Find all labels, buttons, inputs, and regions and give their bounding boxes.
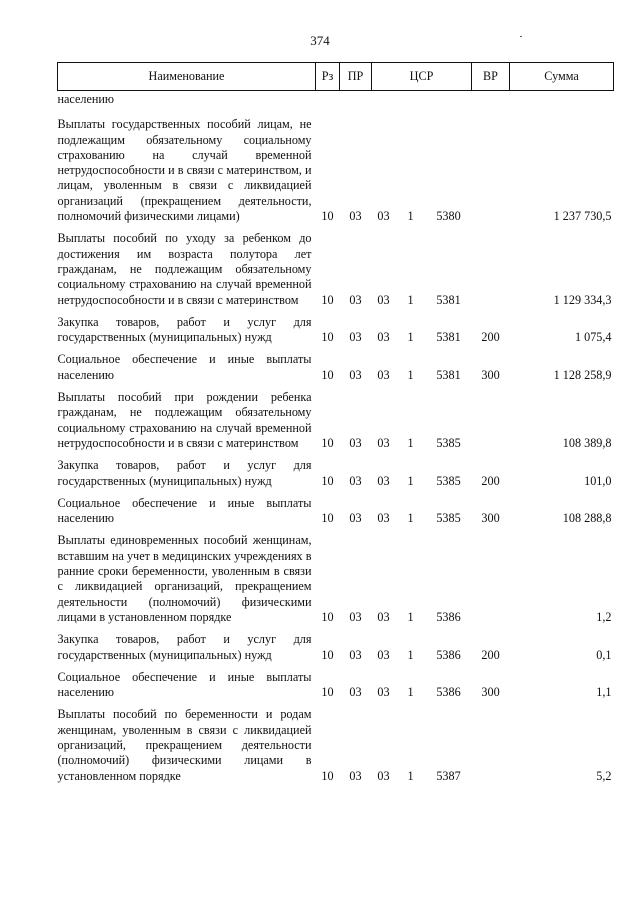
row-csr-code	[426, 91, 472, 118]
row-csr-code: 5385	[436, 473, 461, 488]
row-name: Закупка товаров, работ и услуг для государственных (муниципальных) нужд	[57, 458, 312, 488]
row-rz: 10	[321, 292, 334, 307]
row-sum: 1,1	[596, 685, 612, 700]
row-name: Выплаты единовременных пособий женщинам, вставшим на учет в медицинских учреждениях в ранние сроки беременности, уволенным в связи с ликвидацией организаций, прекращением деятельности (полномочий) физическими лицами в установленном порядке	[57, 533, 312, 624]
row-csr-subprogram	[396, 91, 426, 118]
row-sum: 1 129 334,3	[553, 292, 612, 307]
table-row	[58, 458, 614, 496]
row-pr: 03	[349, 367, 362, 382]
table-row	[58, 533, 614, 632]
row-rz: 10	[321, 511, 334, 526]
header-pr: ПР	[340, 63, 372, 91]
row-sum: 1 237 730,5	[553, 209, 612, 224]
row-pr: 03	[349, 292, 362, 307]
row-rz: 10	[321, 473, 334, 488]
row-rz: 10	[321, 768, 334, 783]
row-sum: 1,2	[596, 609, 612, 624]
row-sum: 108 288,8	[562, 511, 612, 526]
row-csr-subprogram: 1	[407, 609, 414, 624]
row-name: Выплаты пособий при рождении ребенка гражданам, не подлежащим обязательному социальному страхованию на случай временной нетрудоспособности и в связи с материнством	[57, 390, 312, 450]
row-csr-code: 5381	[436, 330, 461, 345]
row-name: Выплаты государственных пособий лицам, не подлежащим обязательному социальному страхованию на случай временной нетрудоспособности и в связи с материнством, и лицам, уволенным в связи с ликвидацией организаций (прекращением деятельности, полномочий физическими лицами)	[57, 117, 312, 224]
row-vr: 200	[481, 330, 500, 345]
row-csr-subprogram: 1	[407, 768, 414, 783]
row-csr-code: 5386	[436, 647, 461, 662]
row-rz: 10	[321, 647, 334, 662]
page-number: 374	[310, 33, 330, 48]
header-sum: Сумма	[510, 63, 614, 91]
row-sum: 1 075,4	[574, 330, 612, 345]
row-pr: 03	[349, 685, 362, 700]
row-sum: 108 389,8	[562, 435, 612, 450]
table-row	[58, 496, 614, 534]
row-csr-code: 5381	[436, 367, 461, 382]
row-rz: 10	[321, 367, 334, 382]
row-name: Выплаты пособий по уходу за ребенком до достижения им возраста полутора лет гражданам, не подлежащим обязательному социальному страхованию на случай временной нетрудоспособности и в связи с материнством	[57, 231, 312, 307]
row-vr	[472, 117, 510, 231]
row-name: Выплаты пособий по беременности и родам женщинам, уволенным в связи с ликвидацией организаций, прекращением деятельности (полномочий) физическими лицами в установленном порядке	[57, 707, 312, 783]
row-vr: 200	[481, 473, 500, 488]
row-name: Социальное обеспечение и иные выплаты населению	[57, 669, 312, 700]
row-pr: 03	[349, 435, 362, 450]
row-rz: 10	[321, 330, 334, 345]
row-csr-program: 03	[377, 367, 390, 382]
table-row	[58, 315, 614, 353]
row-sum: 101,0	[584, 473, 612, 488]
table-header-row	[58, 63, 614, 91]
row-csr-program: 03	[377, 511, 390, 526]
header-vr: ВР	[472, 63, 510, 91]
row-sum: 1 128 258,9	[553, 367, 612, 382]
row-csr-subprogram: 1	[407, 435, 414, 450]
row-csr-program: 03	[377, 685, 390, 700]
row-csr-program: 03	[377, 473, 390, 488]
row-rz	[316, 91, 340, 118]
row-csr-program: 03	[377, 435, 390, 450]
row-name: Закупка товаров, работ и услуг для государственных (муниципальных) нужд	[57, 314, 312, 345]
row-vr	[472, 91, 510, 118]
table-row	[58, 352, 614, 390]
row-csr-program: 03	[377, 292, 390, 307]
row-csr-subprogram: 1	[407, 292, 414, 307]
row-name: Социальное обеспечение и иные выплаты населению	[57, 495, 312, 526]
row-pr: 03	[349, 473, 362, 488]
scan-speck	[520, 36, 522, 37]
row-csr-subprogram: 1	[407, 685, 414, 700]
row-vr: 300	[481, 367, 500, 382]
row-csr-subprogram: 1	[407, 647, 414, 662]
row-csr-program: 03	[377, 330, 390, 345]
table-row	[58, 670, 614, 708]
row-rz: 10	[321, 609, 334, 624]
row-name: Социальное обеспечение и иные выплаты населению	[57, 352, 312, 382]
row-csr-subprogram: 1	[407, 209, 414, 224]
row-csr-program	[372, 91, 396, 118]
row-pr: 03	[349, 768, 362, 783]
row-pr: 03	[349, 511, 362, 526]
row-csr-code: 5381	[436, 292, 461, 307]
row-csr-subprogram: 1	[407, 511, 414, 526]
row-pr: 03	[349, 609, 362, 624]
row-rz: 10	[321, 435, 334, 450]
header-name: Наименование	[58, 63, 316, 91]
table-row	[58, 390, 614, 458]
table-row	[58, 91, 614, 118]
row-sum: 0,1	[596, 647, 612, 662]
row-csr-code: 5386	[436, 685, 461, 700]
row-pr: 03	[349, 647, 362, 662]
row-name: населению	[57, 92, 115, 106]
row-csr-program: 03	[377, 768, 390, 783]
header-csr: ЦСР	[372, 63, 472, 91]
row-vr: 200	[481, 647, 500, 662]
row-vr: 300	[481, 685, 500, 700]
row-csr-code: 5385	[436, 435, 461, 450]
row-csr-subprogram: 1	[407, 367, 414, 382]
row-pr: 03	[349, 209, 362, 224]
row-rz: 10	[321, 685, 334, 700]
row-vr	[472, 533, 510, 632]
row-vr	[472, 390, 510, 458]
table-row	[58, 117, 614, 231]
table-row	[58, 231, 614, 314]
row-csr-code: 5386	[436, 609, 461, 624]
header-rz: Рз	[316, 63, 340, 91]
table-row	[58, 707, 614, 790]
table-row	[58, 632, 614, 670]
row-csr-program: 03	[377, 609, 390, 624]
row-csr-program: 03	[377, 209, 390, 224]
row-csr-code: 5380	[436, 209, 461, 224]
row-rz: 10	[321, 209, 334, 224]
row-sum	[510, 91, 614, 118]
table-body	[58, 91, 614, 791]
row-csr-subprogram: 1	[407, 330, 414, 345]
row-csr-code: 5387	[436, 768, 461, 783]
row-csr-program: 03	[377, 647, 390, 662]
row-pr: 03	[349, 330, 362, 345]
row-vr	[472, 707, 510, 790]
row-csr-subprogram: 1	[407, 473, 414, 488]
budget-table	[57, 62, 614, 791]
row-sum: 5,2	[596, 768, 612, 783]
row-pr	[340, 91, 372, 118]
row-name: Закупка товаров, работ и услуг для государственных (муниципальных) нужд	[57, 632, 312, 662]
row-vr: 300	[481, 511, 500, 526]
row-csr-code: 5385	[436, 511, 461, 526]
row-vr	[472, 231, 510, 314]
